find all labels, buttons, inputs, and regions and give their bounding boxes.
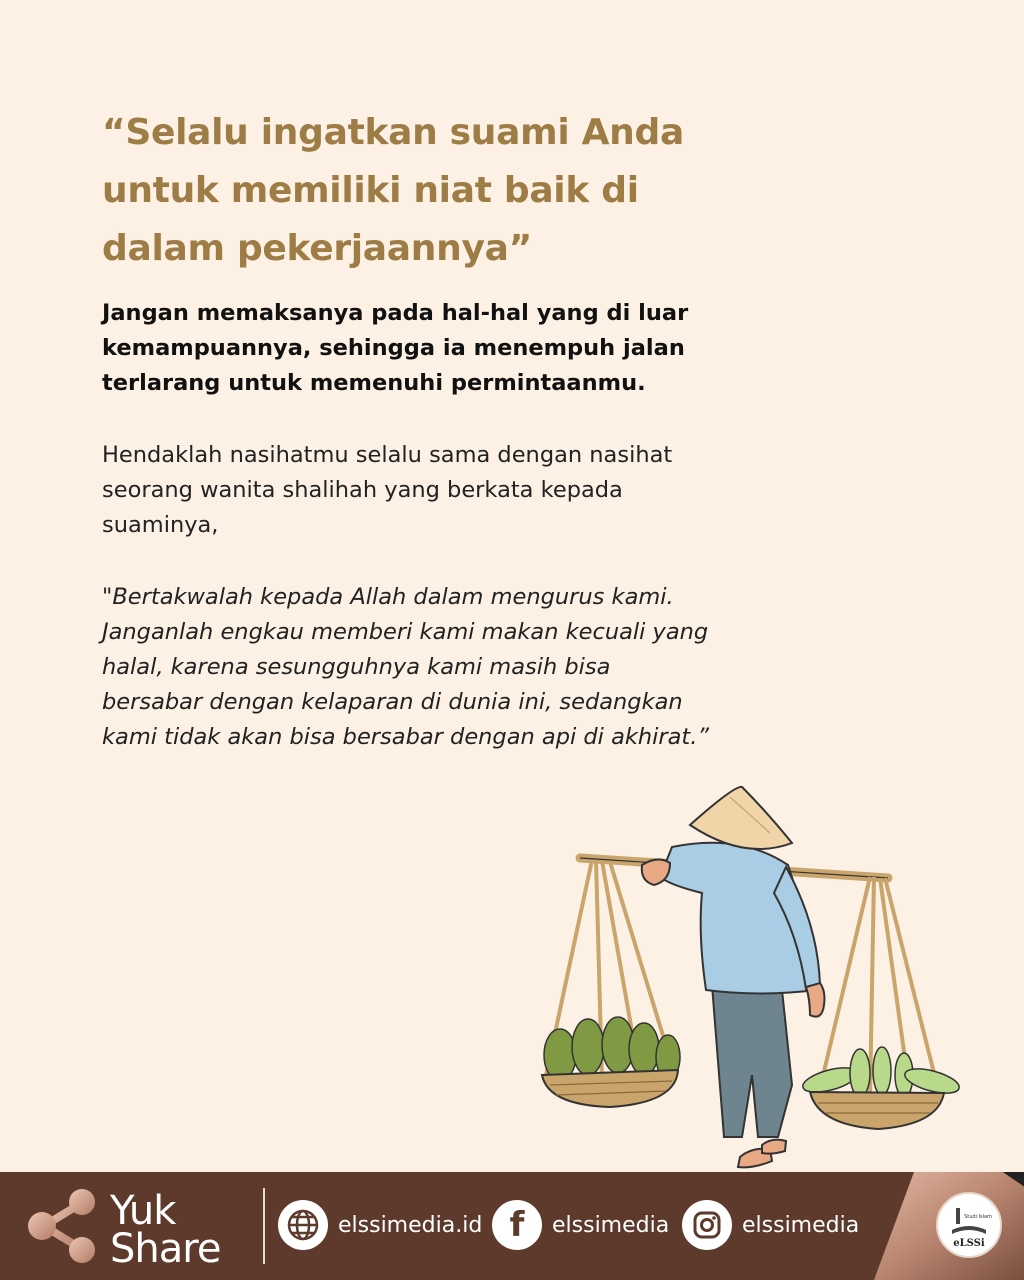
lead-line: kemampuannya, sehingga ia menempuh jalan bbox=[102, 335, 685, 361]
share-icon bbox=[22, 1186, 102, 1266]
headline-line: “Selalu ingatkan suami Anda bbox=[102, 112, 684, 153]
facebook-label: elssimedia bbox=[552, 1212, 670, 1238]
lead-line: terlarang untuk memenuhi permintaanmu. bbox=[102, 370, 646, 396]
footer-bar bbox=[0, 1172, 1024, 1280]
quote-line: Janganlah engkau memberi kami makan kecuali yang bbox=[102, 619, 709, 645]
facebook-icon: f bbox=[492, 1200, 542, 1250]
body-line: seorang wanita shalihah yang berkata kepada bbox=[102, 477, 623, 503]
elssi-logo bbox=[936, 1192, 1002, 1258]
instagram-icon bbox=[682, 1200, 732, 1250]
hadith-quote bbox=[102, 580, 742, 755]
logo-text: eLSSi bbox=[953, 1238, 985, 1249]
brand-name bbox=[110, 1188, 221, 1272]
footer-divider bbox=[263, 1188, 265, 1264]
instagram-link[interactable] bbox=[682, 1200, 859, 1250]
globe-icon bbox=[278, 1200, 328, 1250]
quote-line: kami tidak akan bisa bersabar dengan api di akhirat.” bbox=[102, 724, 710, 750]
website-link[interactable] bbox=[278, 1200, 482, 1250]
lead-paragraph bbox=[102, 296, 742, 401]
brand-line: Share bbox=[110, 1226, 221, 1272]
elssi-logo-mark bbox=[938, 1194, 1000, 1256]
lead-line: Jangan memaksanya pada hal-hal yang di luar bbox=[102, 300, 689, 326]
farmer-illustration bbox=[530, 785, 970, 1180]
headline-line: untuk memiliki niat baik di bbox=[102, 170, 639, 211]
quote-line: bersabar dengan kelaparan di dunia ini, sedangkan bbox=[102, 689, 683, 715]
quote-line: "Bertakwalah kepada Allah dalam mengurus kami. bbox=[102, 584, 674, 610]
yuk-share-brand bbox=[22, 1186, 252, 1272]
website-label: elssimedia.id bbox=[338, 1212, 483, 1238]
brand-line: Yuk bbox=[110, 1188, 176, 1234]
facebook-link[interactable] bbox=[492, 1200, 669, 1250]
headline-quote bbox=[102, 104, 742, 278]
body-paragraph bbox=[102, 438, 742, 543]
body-line: suaminya, bbox=[102, 512, 219, 538]
body-line: Hendaklah nasihatmu selalu sama dengan nasihat bbox=[102, 442, 673, 468]
logo-subtext: Studi Islam bbox=[964, 1214, 992, 1220]
instagram-label: elssimedia bbox=[742, 1212, 860, 1238]
headline-line: dalam pekerjaannya” bbox=[102, 228, 532, 269]
quote-line: halal, karena sesungguhnya kami masih bisa bbox=[102, 654, 611, 680]
